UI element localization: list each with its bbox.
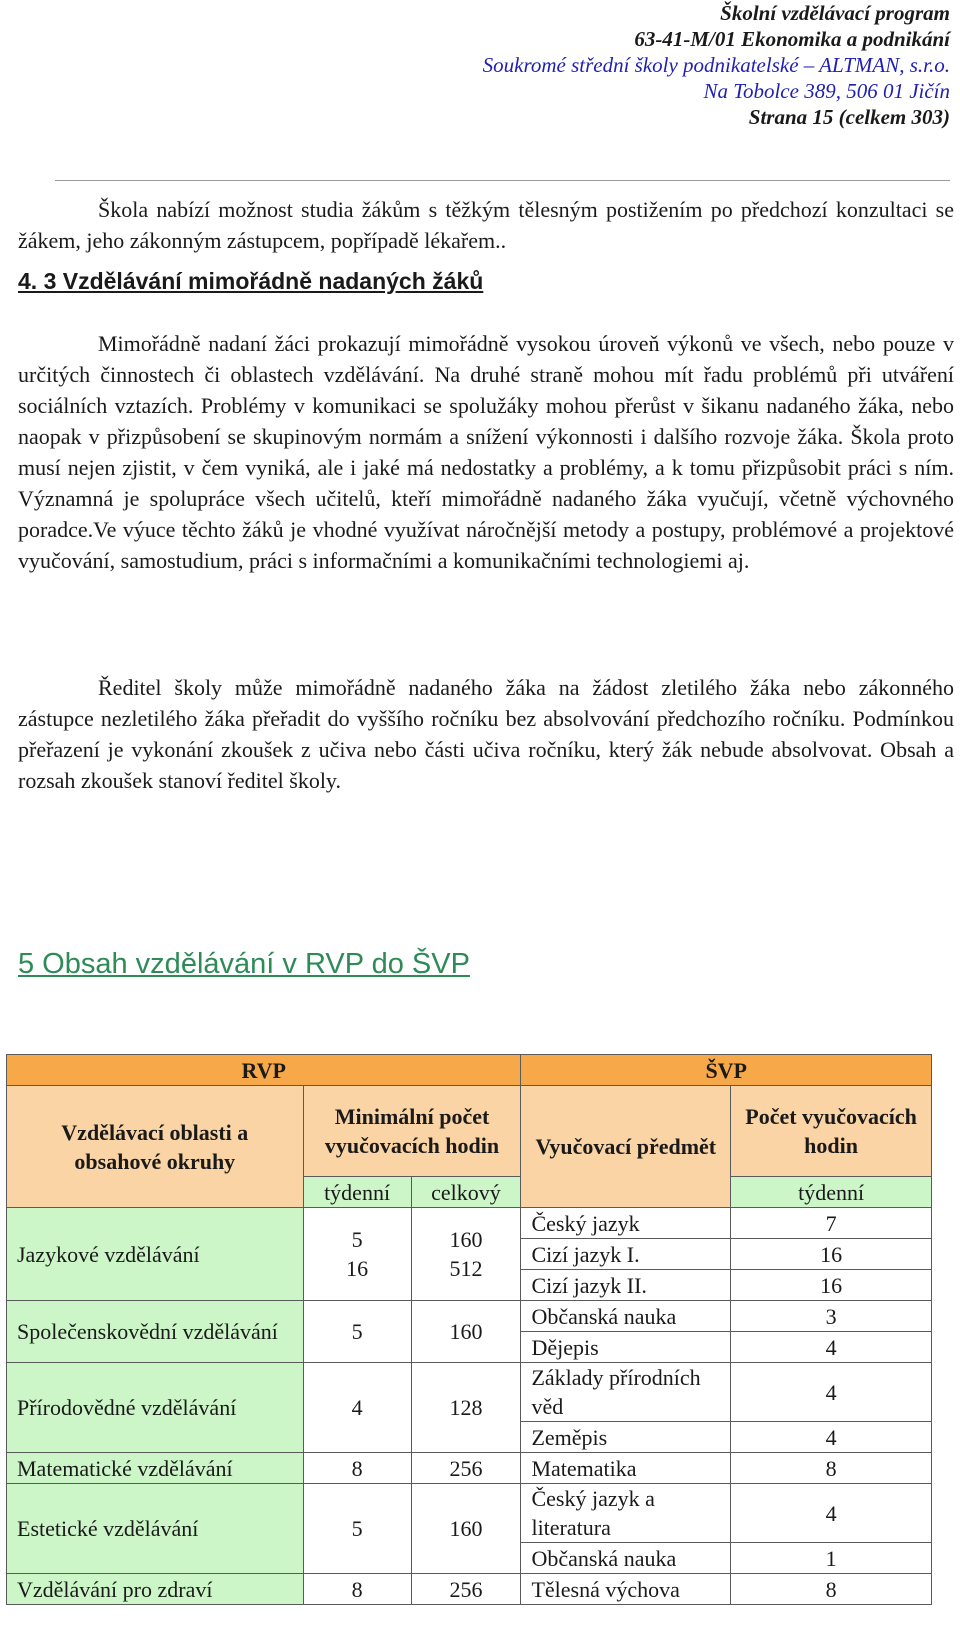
weekly-header: týdenní [303,1177,411,1208]
section-4-3-paragraph-1: Mimořádně nadaní žáci prokazují mimořádně vysokou úroveň výkonů ve všech, nebo pouze v určitých činnostech či oblastech vzdělávání. Na druhé straně mohou mít řadu problémů při utváření sociálních vztazích. Problémy v komunikaci se spolužáky mohou přerůst v šikanu nadaného žáka, nebo naopak v přizpůsobení se skupinovým normám a snížení výkonnosti i dalšího rozvoje žáka. Škola proto musí nejen zjistit, v čem vyniká, ale i jaké má nedostatky a problémy, a k tomu přizpůsobit práci s ním. Významná je spolupráce všech učitelů, kteří mimořádně nadaného žáka vyučují, včetně výchovného poradce.Ve výuce těchto žáků je vhodné využívat náročnější metody a postupy, problémové a projektové vyučování, samostudium, práci s informačními a komunikačními technologiemi aj. [18,331,954,573]
subject-cell: Matematika [521,1453,731,1484]
area-cell: Matematické vzdělávání [7,1453,304,1484]
table-row [7,1363,932,1422]
subject-cell: Cizí jazyk I. [521,1239,731,1270]
curriculum-table [6,1054,932,1605]
subject-cell: Občanská nauka [521,1543,731,1574]
subject-hours-cell: 4 [731,1422,932,1453]
subject-cell: Základy přírodních věd [521,1363,731,1422]
total-header: celkový [411,1177,521,1208]
subject-cell: Český jazyk a literatura [521,1484,731,1543]
table-row [7,1208,932,1239]
table-row [7,1574,932,1605]
subject-hours-cell: 4 [731,1484,932,1543]
subject-hours-cell: 8 [731,1574,932,1605]
program-title: Školní vzdělávací program [720,1,950,25]
subject-hours-cell: 1 [731,1543,932,1574]
total-min-cell: 160 512 [411,1208,521,1301]
subject-cell: Dějepis [521,1332,731,1363]
subject-hours-cell: 7 [731,1208,932,1239]
section-5-title: 5 Obsah vzdělávání v RVP do ŠVP [18,948,470,980]
weekly-min-cell: 5 [303,1484,411,1574]
table-row [7,1484,932,1543]
page-header [350,0,950,130]
table-row [7,1301,932,1332]
header-divider [55,180,950,181]
rvp-header: RVP [7,1055,521,1086]
program-code: 63-41-M/01 Ekonomika a podnikání [634,27,950,51]
svp-header: ŠVP [521,1055,932,1086]
subject-hours-cell: 4 [731,1332,932,1363]
min-hours-header: Minimální počet vyučovacích hodin [303,1086,521,1177]
subject-cell: Tělesná výchova [521,1574,731,1605]
weekly-min-cell: 8 [303,1453,411,1484]
subject-hours-cell: 3 [731,1301,932,1332]
subject-hours-cell: 8 [731,1453,932,1484]
section-4-3-title: 4. 3 Vzdělávání mimořádně nadaných žáků [18,268,484,294]
table-row [7,1453,932,1484]
section-4-3-paragraph-2: Ředitel školy může mimořádně nadaného žáka na žádost zletilého žáka nebo zákonného zástupce nezletilého žáka přeřadit do vyššího ročníku bez absolvování předchozího ročníku. Podmínkou přeřazení je vykonání zkoušek z učiva nebo části učiva ročníku, který žák nebude absolvovat. Obsah a rozsah zkoušek stanoví ředitel školy. [18,675,954,793]
total-min-cell: 160 [411,1484,521,1574]
area-cell: Přírodovědné vzdělávání [7,1363,304,1453]
area-cell: Společenskovědní vzdělávání [7,1301,304,1363]
area-cell: Jazykové vzdělávání [7,1208,304,1301]
total-min-cell: 256 [411,1453,521,1484]
school-address: Na Tobolce 389, 506 01 Jičín [703,79,950,103]
subject-hours-cell: 16 [731,1239,932,1270]
intro-paragraph: Škola nabízí možnost studia žákům s těžkým tělesným postižením po předchozí konzultaci se žákem, jeho zákonným zástupcem, popřípadě lékařem.. [18,197,954,253]
subject-cell: Cizí jazyk II. [521,1270,731,1301]
subject-hours-cell: 16 [731,1270,932,1301]
weekly-min-cell: 5 [303,1301,411,1363]
page-number: Strana 15 (celkem 303) [748,105,950,129]
weekly-min-cell: 8 [303,1574,411,1605]
subject-cell: Zeměpis [521,1422,731,1453]
subject-header: Vyučovací předmět [521,1086,731,1208]
subject-hours-cell: 4 [731,1363,932,1422]
weekly2-header: týdenní [731,1177,932,1208]
total-min-cell: 128 [411,1363,521,1453]
hours-header: Počet vyučovacích hodin [731,1086,932,1177]
total-min-cell: 160 [411,1301,521,1363]
school-name: Soukromé střední školy podnikatelské – ALTMAN, s.r.o. [482,53,950,77]
table-head-row-1 [7,1055,932,1086]
subject-cell: Občanská nauka [521,1301,731,1332]
area-cell: Estetické vzdělávání [7,1484,304,1574]
total-min-cell: 256 [411,1574,521,1605]
area-cell: Vzdělávání pro zdraví [7,1574,304,1605]
weekly-min-cell: 4 [303,1363,411,1453]
table-head-row-2 [7,1086,932,1177]
subject-cell: Český jazyk [521,1208,731,1239]
areas-header: Vzdělávací oblasti a obsahové okruhy [7,1086,304,1208]
weekly-min-cell: 5 16 [303,1208,411,1301]
